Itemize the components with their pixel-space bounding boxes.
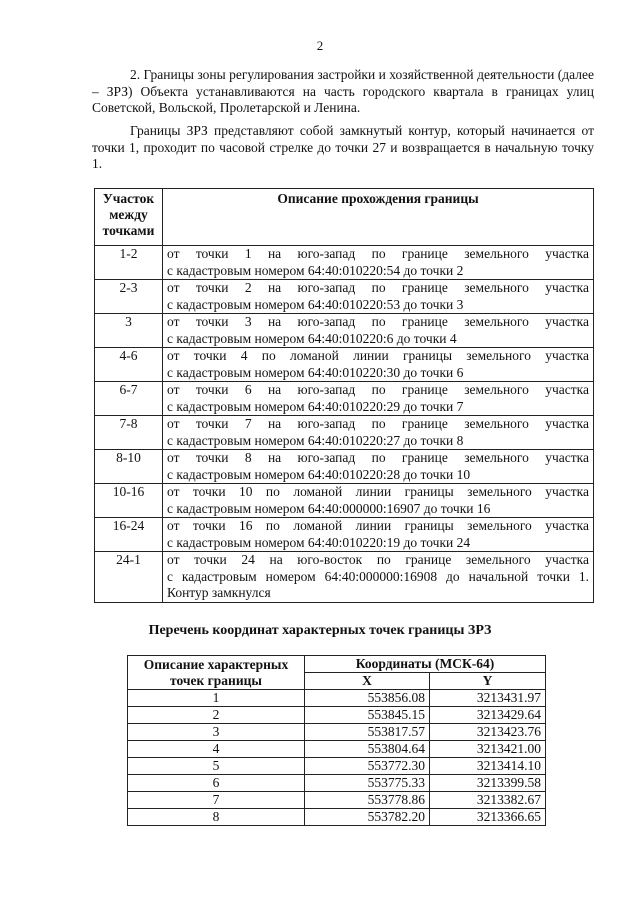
coord-y: 3213366.65 [430,809,546,826]
description-cell [163,552,594,603]
point-number: 4 [128,741,305,758]
description-cell [163,518,594,552]
point-number: 5 [128,758,305,775]
table-row [128,707,546,724]
point-number: 8 [128,809,305,826]
description-line: от точки 2 на юго-запад по границе земельного участка [167,280,589,295]
segment-cell: 1-2 [95,246,163,280]
description-line: от точки 1 на юго-запад по границе земельного участка [167,246,589,261]
description-line: от точки 4 по ломаной линии границы земельного участка [167,348,589,363]
table-header-row [95,189,594,246]
segment-cell: 10-16 [95,484,163,518]
table-row [128,741,546,758]
paragraph-contour: Границы ЗРЗ представляют собой замкнутый контур, который начинается от точки 1, проходит по часовой стрелке до точки 27 и возвращается в начальную точку 1. [92,123,594,171]
point-number: 6 [128,775,305,792]
segment-cell: 16-24 [95,518,163,552]
description-line: с кадастровым номером 64:40:000000:16908 до начальной точки 1. [167,568,589,584]
description-line: от точки 24 на юго-восток по границе земельного участка [167,552,589,567]
coord-x: 553856.08 [305,690,430,707]
coord-x: 553817.57 [305,724,430,741]
description-line: с кадастровым номером 64:40:010220:53 до точки 3 [167,296,464,312]
coord-y: 3213399.58 [430,775,546,792]
table-row [95,348,594,382]
point-number: 1 [128,690,305,707]
table-row [95,280,594,314]
segment-cell: 24-1 [95,552,163,603]
segment-cell: 4-6 [95,348,163,382]
table-row [128,758,546,775]
description-line: от точки 6 на юго-запад по границе земельного участка [167,382,589,397]
header-points: Описание характерных точек границы [128,656,305,690]
table-row [95,314,594,348]
coord-y: 3213431.97 [430,690,546,707]
description-line: с кадастровым номером 64:40:010220:54 до точки 2 [167,262,464,278]
header-y: Y [430,673,546,690]
description-line: Контур замкнулся [167,585,271,600]
table-row [95,416,594,450]
coord-x: 553772.30 [305,758,430,775]
table-row [128,775,546,792]
page-number: 2 [316,38,324,53]
coord-x: 553845.15 [305,707,430,724]
description-line: с кадастровым номером 64:40:010220:27 до точки 8 [167,432,464,448]
description-line: с кадастровым номером 64:40:010220:19 до точки 24 [167,534,471,550]
description-cell [163,246,594,280]
description-cell [163,280,594,314]
coord-x: 553775.33 [305,775,430,792]
table-header-row [128,656,546,673]
description-line: с кадастровым номером 64:40:010220:29 до точки 7 [167,398,464,414]
description-line: от точки 10 по ломаной линии границы земельного участка [167,484,589,499]
description-line: от точки 16 по ломаной линии границы земельного участка [167,518,589,533]
description-line: от точки 8 на юго-запад по границе земельного участка [167,450,589,465]
point-number: 3 [128,724,305,741]
description-cell [163,348,594,382]
description-cell [163,382,594,416]
table-row [95,552,594,603]
boundary-description-table [94,188,594,603]
coord-x: 553782.20 [305,809,430,826]
table-row [95,246,594,280]
boundary-table-body [95,246,594,603]
segment-cell: 6-7 [95,382,163,416]
description-cell [163,450,594,484]
table-row [128,690,546,707]
description-line: с кадастровым номером 64:40:000000:16907 до точки 16 [167,500,491,516]
segment-cell: 7-8 [95,416,163,450]
header-segment: Участок между точками [95,189,163,246]
description-line: с кадастровым номером 64:40:010220:30 до точки 6 [167,364,464,380]
segment-cell: 3 [95,314,163,348]
description-line: от точки 7 на юго-запад по границе земельного участка [167,416,589,431]
description-line: с кадастровым номером 64:40:010220:6 до точки 4 [167,330,457,346]
table-row [128,792,546,809]
description-line: от точки 3 на юго-запад по границе земельного участка [167,314,589,329]
point-number: 7 [128,792,305,809]
description-line: с кадастровым номером 64:40:010220:28 до точки 10 [167,466,471,482]
description-cell [163,416,594,450]
point-number: 2 [128,707,305,724]
description-cell [163,314,594,348]
table-row [95,450,594,484]
coordinates-caption: Перечень координат характерных точек границы ЗРЗ [148,623,492,638]
table-row [95,484,594,518]
segment-cell: 8-10 [95,450,163,484]
coord-y: 3213382.67 [430,792,546,809]
coord-x: 553804.64 [305,741,430,758]
table-row [95,518,594,552]
header-coordinates: Координаты (МСК-64) [305,656,546,673]
paragraph-boundaries: 2. Границы зоны регулирования застройки и хозяйственной деятельности (далее – ЗРЗ) Объекта устанавливаются на часть городского квартала в границах улиц Советской, Вольской, Пролетарской и Ленина. [92,67,594,115]
description-cell [163,484,594,518]
coord-y: 3213414.10 [430,758,546,775]
header-x: X [305,673,430,690]
segment-cell: 2-3 [95,280,163,314]
header-description: Описание прохождения границы [163,189,594,246]
coordinates-table-body [128,690,546,826]
table-row [128,724,546,741]
coord-x: 553778.86 [305,792,430,809]
coord-y: 3213429.64 [430,707,546,724]
coordinates-table [127,655,546,826]
coord-y: 3213423.76 [430,724,546,741]
table-row [128,809,546,826]
coord-y: 3213421.00 [430,741,546,758]
table-row [95,382,594,416]
